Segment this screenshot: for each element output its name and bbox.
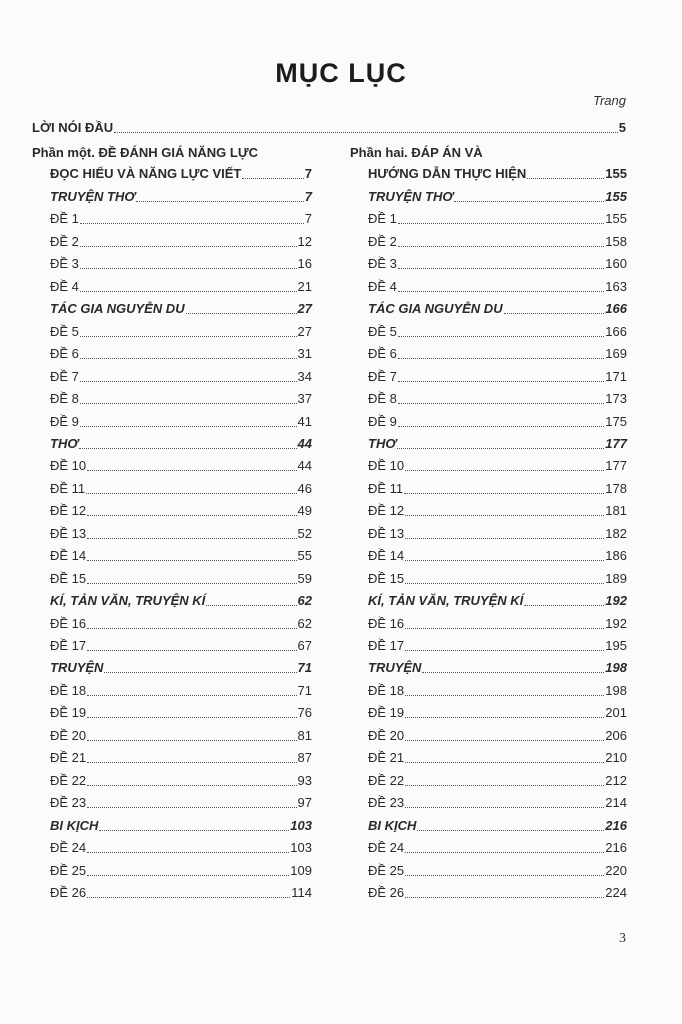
leader-dots: [398, 357, 604, 359]
toc-entry-page: 103: [290, 818, 312, 833]
toc-entry-page: 155: [605, 189, 627, 204]
toc-entry[interactable]: [50, 301, 312, 317]
leader-dots: [405, 514, 604, 516]
leader-dots: [80, 222, 304, 224]
toc-entry-page: 171: [605, 369, 627, 384]
toc-entry[interactable]: [368, 189, 627, 205]
toc-entry-page: 186: [605, 548, 627, 563]
toc-entry-label: ĐỀ 1: [50, 211, 79, 226]
toc-entry-page: 173: [605, 391, 627, 406]
toc-entry-label: ĐỀ 2: [368, 234, 397, 249]
toc-entry-label: TRUYỆN THƠ: [368, 189, 454, 204]
toc-entry[interactable]: [368, 526, 627, 542]
toc-entry-label: KÍ, TẢN VĂN, TRUYỆN KÍ: [368, 593, 524, 608]
toc-entry[interactable]: [368, 279, 627, 295]
page-column-label: Trang: [593, 93, 626, 108]
toc-entry-label: ĐỀ 6: [50, 346, 79, 361]
leader-dots: [80, 380, 297, 382]
toc-entry-label: ĐỀ 4: [50, 279, 79, 294]
leader-dots: [398, 335, 604, 337]
toc-entry[interactable]: [368, 234, 627, 250]
toc-entry-page: 46: [297, 481, 312, 496]
toc-entry[interactable]: [50, 391, 312, 407]
leader-dots: [504, 312, 605, 314]
toc-entry-label: ĐỀ 16: [368, 616, 405, 631]
leader-dots: [87, 716, 296, 718]
leader-dots: [404, 492, 604, 494]
toc-entry-label: ĐỀ 7: [50, 369, 79, 384]
toc-entry-page: 114: [291, 885, 312, 900]
toc-entry[interactable]: [368, 211, 627, 227]
leader-dots: [79, 447, 296, 449]
toc-entry-label: ĐỀ 9: [368, 414, 397, 429]
leader-dots: [417, 829, 604, 831]
toc-entry-page: 7: [304, 166, 312, 181]
toc-entry-label: KÍ, TẢN VĂN, TRUYỆN KÍ: [50, 593, 206, 608]
toc-entry-page: 59: [297, 571, 312, 586]
leader-dots: [114, 131, 618, 133]
toc-entry-label: ĐỀ 24: [368, 840, 405, 855]
toc-entry-page: 21: [297, 279, 312, 294]
toc-entry[interactable]: [50, 616, 312, 632]
toc-entry-label: ĐỀ 7: [368, 369, 397, 384]
toc-entry-page: 31: [297, 346, 312, 361]
toc-entry-label: ĐỀ 26: [368, 885, 405, 900]
toc-entry-page: 198: [605, 683, 627, 698]
leader-dots: [405, 784, 604, 786]
toc-entry-label: ĐỀ 17: [368, 638, 405, 653]
leader-dots: [87, 627, 296, 629]
toc-entry-page: 27: [297, 301, 312, 316]
toc-entry-label: ĐỀ 14: [368, 548, 405, 563]
toc-entry-page: 93: [297, 773, 312, 788]
toc-entry-page: 41: [297, 414, 312, 429]
leader-dots: [87, 537, 296, 539]
toc-entry[interactable]: [50, 548, 312, 564]
left-part-subheading[interactable]: [50, 166, 312, 182]
toc-entry[interactable]: [50, 458, 312, 474]
toc-entry[interactable]: [50, 346, 312, 362]
leader-dots: [405, 716, 604, 718]
toc-entry-page: 71: [297, 683, 312, 698]
toc-entry-page: 163: [605, 279, 627, 294]
toc-entry[interactable]: [50, 324, 312, 340]
toc-entry[interactable]: [50, 840, 312, 856]
leader-dots: [80, 335, 297, 337]
toc-entry-page: 214: [605, 795, 627, 810]
page-title: MỤC LỤC: [275, 58, 407, 88]
toc-entry[interactable]: [50, 571, 312, 587]
toc-entry-page: 5: [618, 120, 626, 135]
toc-entry[interactable]: [368, 750, 627, 766]
leader-dots: [405, 874, 604, 876]
leader-dots: [398, 380, 604, 382]
toc-entry-label: ĐỀ 13: [368, 526, 405, 541]
toc-entry[interactable]: [368, 840, 627, 856]
leader-dots: [87, 582, 296, 584]
toc-entry-label: TRUYỆN: [50, 660, 104, 675]
toc-entry-label: ĐỀ 18: [50, 683, 87, 698]
toc-entry[interactable]: [50, 750, 312, 766]
toc-entry[interactable]: [368, 593, 627, 609]
toc-entry-page: 206: [605, 728, 627, 743]
toc-entry-preface[interactable]: [32, 120, 626, 136]
toc-entry-page: 158: [605, 234, 627, 249]
toc-entry[interactable]: [50, 818, 312, 834]
toc-entry[interactable]: [368, 885, 627, 901]
toc-entry[interactable]: [368, 256, 627, 272]
toc-entry[interactable]: [368, 705, 627, 721]
toc-entry-label: TRUYỆN THƠ: [50, 189, 136, 204]
toc-entry-label: HƯỚNG DẪN THỰC HIỆN: [368, 166, 527, 181]
toc-entry-label: ĐỀ 6: [368, 346, 397, 361]
leader-dots: [87, 806, 296, 808]
leader-dots: [87, 874, 289, 876]
toc-entry[interactable]: [50, 211, 312, 227]
leader-dots: [398, 267, 604, 269]
toc-entry-page: 71: [297, 660, 312, 675]
toc-entry-label: ĐỀ 8: [50, 391, 79, 406]
toc-entry-label: ĐỀ 13: [50, 526, 87, 541]
toc-entry-label: ĐỀ 10: [50, 458, 87, 473]
toc-entry-page: 216: [605, 818, 627, 833]
leader-dots: [405, 739, 604, 741]
toc-entry-page: 181: [605, 503, 627, 518]
toc-entry-page: 81: [297, 728, 312, 743]
toc-entry[interactable]: [50, 863, 312, 879]
toc-entry-label: ĐỀ 14: [50, 548, 87, 563]
toc-entry-page: 210: [605, 750, 627, 765]
leader-dots: [398, 245, 604, 247]
toc-entry-label: ĐỀ 23: [50, 795, 87, 810]
toc-entry-page: 178: [605, 481, 627, 496]
toc-entry-page: 44: [297, 436, 312, 451]
toc-entry-page: 34: [297, 369, 312, 384]
toc-entry-page: 62: [297, 616, 312, 631]
toc-entry-label: ĐỀ 1: [368, 211, 397, 226]
leader-dots: [87, 761, 296, 763]
leader-dots: [397, 447, 604, 449]
leader-dots: [104, 671, 296, 673]
toc-entry-label: BI KỊCH: [368, 818, 417, 833]
toc-entry-page: 177: [605, 458, 627, 473]
toc-entry[interactable]: [50, 885, 312, 901]
toc-entry-label: ĐỀ 17: [50, 638, 87, 653]
toc-entry-label: ĐỀ 3: [50, 256, 79, 271]
toc-entry[interactable]: [368, 391, 627, 407]
toc-entry[interactable]: [368, 638, 627, 654]
toc-entry[interactable]: [50, 728, 312, 744]
toc-entry-page: 201: [605, 705, 627, 720]
toc-entry-page: 192: [605, 616, 627, 631]
leader-dots: [80, 267, 297, 269]
toc-entry-label: ĐỀ 9: [50, 414, 79, 429]
toc-entry[interactable]: [50, 234, 312, 250]
toc-entry-page: 44: [297, 458, 312, 473]
toc-entry-page: 12: [297, 234, 312, 249]
right-part-subheading[interactable]: [368, 166, 627, 182]
toc-entry[interactable]: [50, 279, 312, 295]
toc-entry-label: THƠ: [368, 436, 397, 451]
toc-entry[interactable]: [368, 728, 627, 744]
toc-entry[interactable]: [50, 638, 312, 654]
toc-entry-label: ĐỀ 4: [368, 279, 397, 294]
toc-entry-page: 169: [605, 346, 627, 361]
leader-dots: [398, 402, 604, 404]
leader-dots: [206, 604, 296, 606]
toc-entry[interactable]: [368, 346, 627, 362]
leader-dots: [405, 559, 604, 561]
toc-entry-page: 195: [605, 638, 627, 653]
toc-entry-label: ĐỀ 18: [368, 683, 405, 698]
toc-entry-page: 7: [304, 211, 312, 226]
leader-dots: [398, 222, 604, 224]
toc-entry[interactable]: [50, 481, 312, 497]
toc-entry-label: ĐỀ 16: [50, 616, 87, 631]
toc-entry[interactable]: [368, 548, 627, 564]
toc-entry-label: BI KỊCH: [50, 818, 99, 833]
toc-entry[interactable]: [50, 795, 312, 811]
toc-entry-page: 62: [297, 593, 312, 608]
toc-entry-label: ĐỀ 19: [50, 705, 87, 720]
toc-entry-label: ĐỀ 8: [368, 391, 397, 406]
toc-entry-page: 175: [605, 414, 627, 429]
toc-entry-label: ĐỀ 12: [368, 503, 405, 518]
leader-dots: [87, 514, 296, 516]
toc-entry-label: ĐỀ 12: [50, 503, 87, 518]
toc-entry-label: ĐỀ 11: [50, 481, 86, 496]
leader-dots: [87, 851, 289, 853]
leader-dots: [87, 649, 296, 651]
leader-dots: [242, 177, 303, 179]
toc-entry-page: 198: [605, 660, 627, 675]
toc-entry-label: ĐỀ 26: [50, 885, 87, 900]
toc-entry[interactable]: [368, 503, 627, 519]
toc-entry[interactable]: [368, 818, 627, 834]
leader-dots: [80, 402, 297, 404]
toc-entry-label: TÁC GIA NGUYỄN DU: [50, 301, 185, 316]
leader-dots: [87, 784, 296, 786]
toc-entry-label: ĐỀ 25: [368, 863, 405, 878]
leader-dots: [87, 896, 290, 898]
toc-entry[interactable]: [50, 256, 312, 272]
toc-entry-page: 67: [297, 638, 312, 653]
toc-entry-label: ĐỀ 20: [368, 728, 405, 743]
leader-dots: [80, 425, 297, 427]
toc-entry-page: 27: [297, 324, 312, 339]
leader-dots: [86, 492, 296, 494]
toc-entry[interactable]: [368, 369, 627, 385]
leader-dots: [99, 829, 289, 831]
toc-entry-label: ĐỀ 22: [50, 773, 87, 788]
leader-dots: [454, 200, 604, 202]
toc-entry[interactable]: [50, 436, 312, 452]
toc-entry[interactable]: [368, 481, 627, 497]
leader-dots: [80, 245, 297, 247]
toc-entry[interactable]: [368, 436, 627, 452]
toc-entry-page: 49: [297, 503, 312, 518]
toc-entry-page: 212: [605, 773, 627, 788]
toc-entry[interactable]: [50, 660, 312, 676]
toc-entry[interactable]: [368, 616, 627, 632]
toc-entry-page: 103: [290, 840, 312, 855]
toc-entry-label: ĐỀ 24: [50, 840, 87, 855]
right-part-heading: Phần hai. ĐÁP ÁN VÀ: [350, 145, 483, 160]
leader-dots: [80, 290, 297, 292]
leader-dots: [405, 649, 604, 651]
toc-entry-label: ĐỀ 10: [368, 458, 405, 473]
toc-entry-label: THƠ: [50, 436, 79, 451]
leader-dots: [524, 604, 604, 606]
toc-entry-label: ĐỀ 2: [50, 234, 79, 249]
toc-entry[interactable]: [50, 526, 312, 542]
toc-entry-page: 224: [605, 885, 627, 900]
toc-entry-label: ĐỀ 5: [368, 324, 397, 339]
toc-entry[interactable]: [50, 503, 312, 519]
leader-dots: [87, 739, 296, 741]
toc-entry-label: ĐỀ 3: [368, 256, 397, 271]
toc-entry-page: 177: [605, 436, 627, 451]
leader-dots: [527, 177, 604, 179]
toc-entry[interactable]: [50, 369, 312, 385]
leader-dots: [405, 694, 604, 696]
toc-entry-label: TRUYỆN: [368, 660, 422, 675]
toc-entry-page: 220: [605, 863, 627, 878]
toc-entry-page: 155: [605, 166, 627, 181]
toc-entry[interactable]: [50, 189, 312, 205]
toc-entry-page: 182: [605, 526, 627, 541]
toc-entry[interactable]: [368, 458, 627, 474]
page-number: 3: [619, 931, 626, 946]
toc-entry[interactable]: [50, 773, 312, 789]
toc-entry-label: ĐỌC HIỂU VÀ NĂNG LỰC VIẾT: [50, 166, 242, 181]
leader-dots: [87, 559, 296, 561]
toc-entry-label: ĐỀ 21: [368, 750, 405, 765]
leader-dots: [405, 806, 604, 808]
toc-entry-page: 155: [605, 211, 627, 226]
toc-entry-label: ĐỀ 11: [368, 481, 404, 496]
toc-entry-label: ĐỀ 19: [368, 705, 405, 720]
toc-entry-label: ĐỀ 5: [50, 324, 79, 339]
leader-dots: [405, 537, 604, 539]
toc-entry[interactable]: [50, 414, 312, 430]
toc-entry-page: 7: [304, 189, 312, 204]
toc-entry-label: ĐỀ 15: [368, 571, 405, 586]
leader-dots: [186, 312, 297, 314]
leader-dots: [405, 627, 604, 629]
toc-entry-label: ĐỀ 20: [50, 728, 87, 743]
toc-entry-page: 166: [605, 324, 627, 339]
toc-entry-label: ĐỀ 15: [50, 571, 87, 586]
leader-dots: [87, 694, 296, 696]
toc-entry[interactable]: [368, 301, 627, 317]
toc-entry-page: 87: [297, 750, 312, 765]
toc-entry-page: 52: [297, 526, 312, 541]
toc-entry[interactable]: [368, 863, 627, 879]
leader-dots: [405, 469, 604, 471]
toc-entry-label: ĐỀ 21: [50, 750, 87, 765]
toc-entry[interactable]: [50, 705, 312, 721]
toc-entry-page: 37: [297, 391, 312, 406]
toc-entry[interactable]: [368, 571, 627, 587]
leader-dots: [136, 200, 303, 202]
toc-entry[interactable]: [368, 773, 627, 789]
toc-entry-page: 109: [290, 863, 312, 878]
toc-entry-page: 97: [297, 795, 312, 810]
toc-entry-page: 16: [297, 256, 312, 271]
toc-entry-page: 55: [297, 548, 312, 563]
leader-dots: [405, 851, 604, 853]
toc-entry[interactable]: [368, 683, 627, 699]
toc-entry-page: 189: [605, 571, 627, 586]
leader-dots: [398, 290, 604, 292]
toc-entry[interactable]: [368, 660, 627, 676]
toc-entry-page: 166: [605, 301, 627, 316]
toc-entry-label: ĐỀ 23: [368, 795, 405, 810]
toc-entry-page: 216: [605, 840, 627, 855]
toc-entry[interactable]: [368, 795, 627, 811]
toc-entry-label: ĐỀ 22: [368, 773, 405, 788]
toc-entry-label: TÁC GIA NGUYỄN DU: [368, 301, 503, 316]
toc-entry[interactable]: [368, 414, 627, 430]
leader-dots: [398, 425, 604, 427]
toc-entry-label: LỜI NÓI ĐẦU: [32, 120, 114, 135]
leader-dots: [80, 357, 297, 359]
toc-entry[interactable]: [368, 324, 627, 340]
toc-entry-page: 192: [605, 593, 627, 608]
leader-dots: [405, 761, 604, 763]
toc-entry[interactable]: [50, 593, 312, 609]
toc-entry[interactable]: [50, 683, 312, 699]
leader-dots: [87, 469, 296, 471]
toc-entry-page: 160: [605, 256, 627, 271]
leader-dots: [405, 582, 604, 584]
toc-entry-page: 76: [297, 705, 312, 720]
leader-dots: [405, 896, 604, 898]
toc-entry-label: ĐỀ 25: [50, 863, 87, 878]
left-part-heading: Phần một. ĐỀ ĐÁNH GIÁ NĂNG LỰC: [32, 145, 259, 160]
leader-dots: [422, 671, 604, 673]
